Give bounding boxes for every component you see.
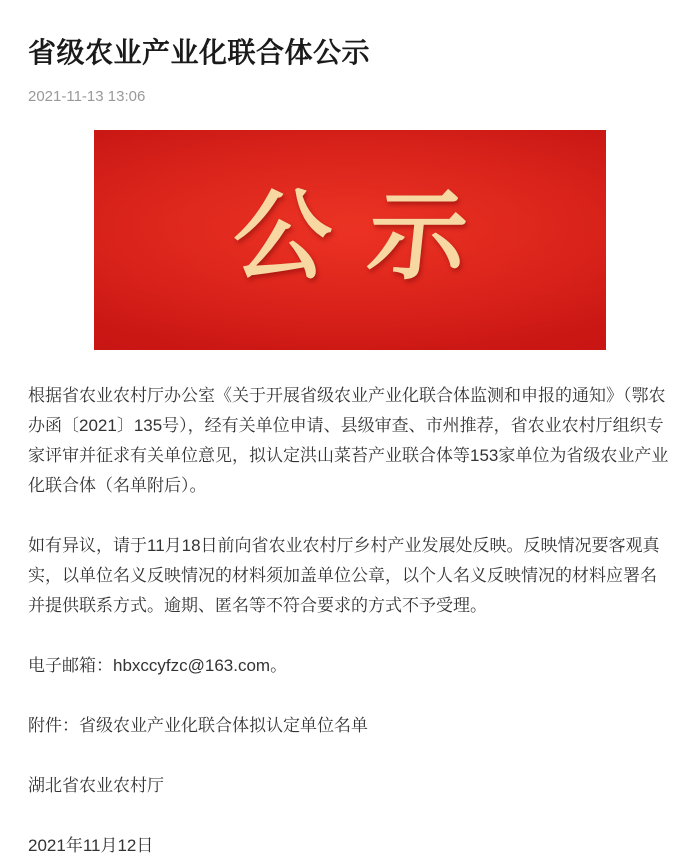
banner-text: 公示 [227,179,510,294]
publish-time: 2021-11-13 13:06 [28,88,146,105]
paragraph-attachment: 附件：省级农业产业化联合体拟认定单位名单 [28,716,368,735]
article-title: 省级农业产业化联合体公示 [28,37,371,68]
paragraph-notice-basis: 根据省农业农村厅办公室《关于开展省级农业产业化联合体监测和申报的通知》（鄂农办函〔2021〕135号），经有关单位申请、县级审查、市州推荐，省农业农村厅组织专家评审并征求有关单位意见，拟认定洪山菜苔产业联合体等153家单位为省级农业产业化联合体（名单附后）。 [28,386,669,495]
announcement-banner-image [94,130,606,350]
article-body [28,381,671,861]
paragraph-issue-date: 2021年11月12日 [28,836,154,855]
paragraph-email: 电子邮箱：hbxccyfzc@163.com。 [28,656,288,675]
paragraph-issuer: 湖北省农业农村厅 [28,776,164,795]
paragraph-objection-instructions: 如有异议，请于11月18日前向省农业农村厅乡村产业发展处反映。反映情况要客观真实，以单位名义反映情况的材料须加盖单位公章，以个人名义反映情况的材料应署名并提供联系方式。逾期、匿名等不符合要求的方式不予受理。 [28,536,660,615]
